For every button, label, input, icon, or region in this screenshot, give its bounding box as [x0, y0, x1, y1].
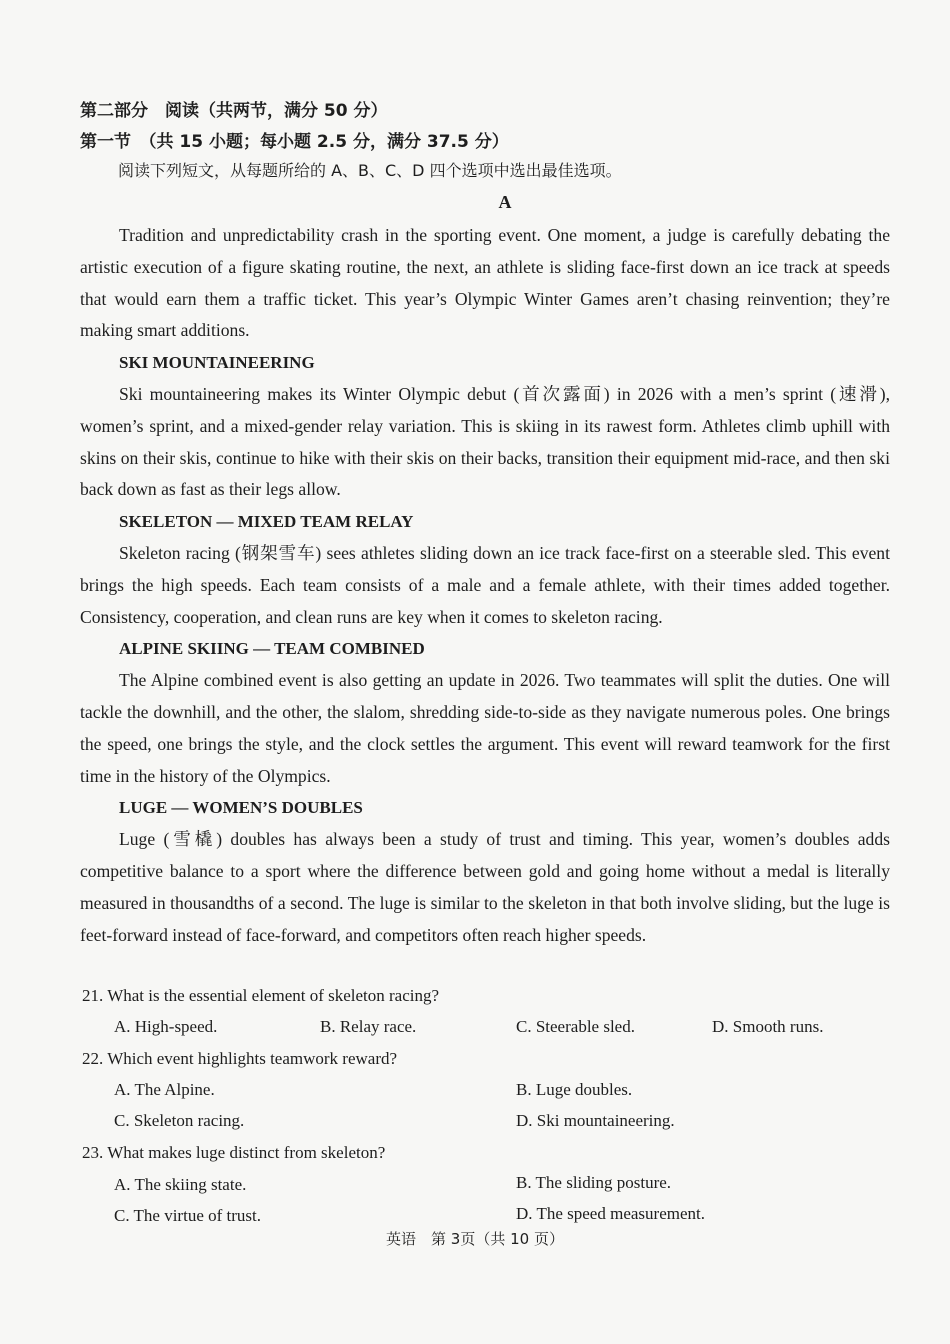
part-heading: 第二部分 阅读（共两节，满分 50 分）: [80, 101, 388, 121]
section-heading-luge: LUGE — WOMEN’S DOUBLES: [119, 798, 363, 818]
option-c: C. The virtue of trust.: [114, 1206, 261, 1225]
option-b: B. The sliding posture.: [516, 1173, 672, 1192]
section-text-skeleton: Skeleton racing (钢架雪车) sees athletes sliding down an ice track face-first on a steerable sled. This event brings the high speeds. Each team consists of a male and a female athlete, with their times added together. Consistency, cooperation, and clean runs are key when it comes to skeleton racing.: [80, 542, 890, 627]
option-a: A. High-speed.: [114, 1017, 218, 1036]
option-b: B. Luge doubles.: [516, 1080, 633, 1099]
section-heading-skeleton: SKELETON — MIXED TEAM RELAY: [119, 512, 414, 532]
option-a: A. The skiing state.: [114, 1175, 247, 1194]
question-stem: 23. What makes luge distinct from skeleton?: [82, 1143, 386, 1162]
section-text-luge: Luge (雪橇) doubles has always been a study of trust and timing. This year, women’s doubles adds competitive balance to a sport where the difference between gold and going home without a medal is literally measured in thousandths of a second. The luge is similar to the skeleton in that both involve sliding, but the luge is feet-forward instead of face-forward, and competitors often reach higher speeds.: [80, 829, 890, 945]
section-heading-ski: SKI MOUNTAINEERING: [119, 353, 315, 373]
passage-letter: A: [498, 192, 512, 212]
question-stem: 21. What is the essential element of skeleton racing?: [82, 986, 440, 1005]
option-b: B. Relay race.: [320, 1017, 417, 1036]
option-c: C. Steerable sled.: [516, 1017, 635, 1036]
question-stem: 22. Which event highlights teamwork reward?: [82, 1049, 398, 1068]
option-d: D. The speed measurement.: [516, 1204, 705, 1223]
passage-body: [80, 220, 890, 951]
option-c: C. Skeleton racing.: [114, 1111, 245, 1130]
page-footer: 英语 第 3页（共 10 页）: [386, 1230, 564, 1248]
instruction-text: 阅读下列短文，从每题所给的 A、B、C、D 四个选项中选出最佳选项。: [118, 161, 622, 180]
section-text-alpine: The Alpine combined event is also getting an update in 2026. Two teammates will split the duties. One will tackle the downhill, and the other, the slalom, shredding side-to-side as they navigate numerous poles. One brings the speed, one brings the style, and the clock settles the argument. This event will reward teamwork for the first time in the history of the Olympics.: [80, 670, 890, 786]
option-d: D. Ski mountaineering.: [516, 1111, 675, 1130]
section-heading: 第一节 （共 15 小题；每小题 2.5 分，满分 37.5 分）: [80, 132, 509, 152]
section-text-ski: Ski mountaineering makes its Winter Olympic debut (首次露面) in 2026 with a men’s sprint (速滑), women’s sprint, and a mixed-gender relay variation. This is skiing in its rawest form. Athletes climb uphill with skins on their skis, continue to hike with their skis on their backs, transition their equipment mid-race, and then ski back down as fast as their legs allow.: [80, 383, 890, 500]
option-d: D. Smooth runs.: [712, 1017, 824, 1036]
passage-intro: Tradition and unpredictability crash in the sporting event. One moment, a judge is carefully debating the artistic execution of a figure skating routine, the next, an athlete is sliding face-first down an ice track at speeds that would earn them a traffic ticket. This year’s Olympic Winter Games aren’t chasing reinvention; they’re making smart additions.: [80, 225, 890, 341]
section-heading-alpine: ALPINE SKIING — TEAM COMBINED: [119, 639, 425, 659]
option-a: A. The Alpine.: [114, 1080, 215, 1099]
